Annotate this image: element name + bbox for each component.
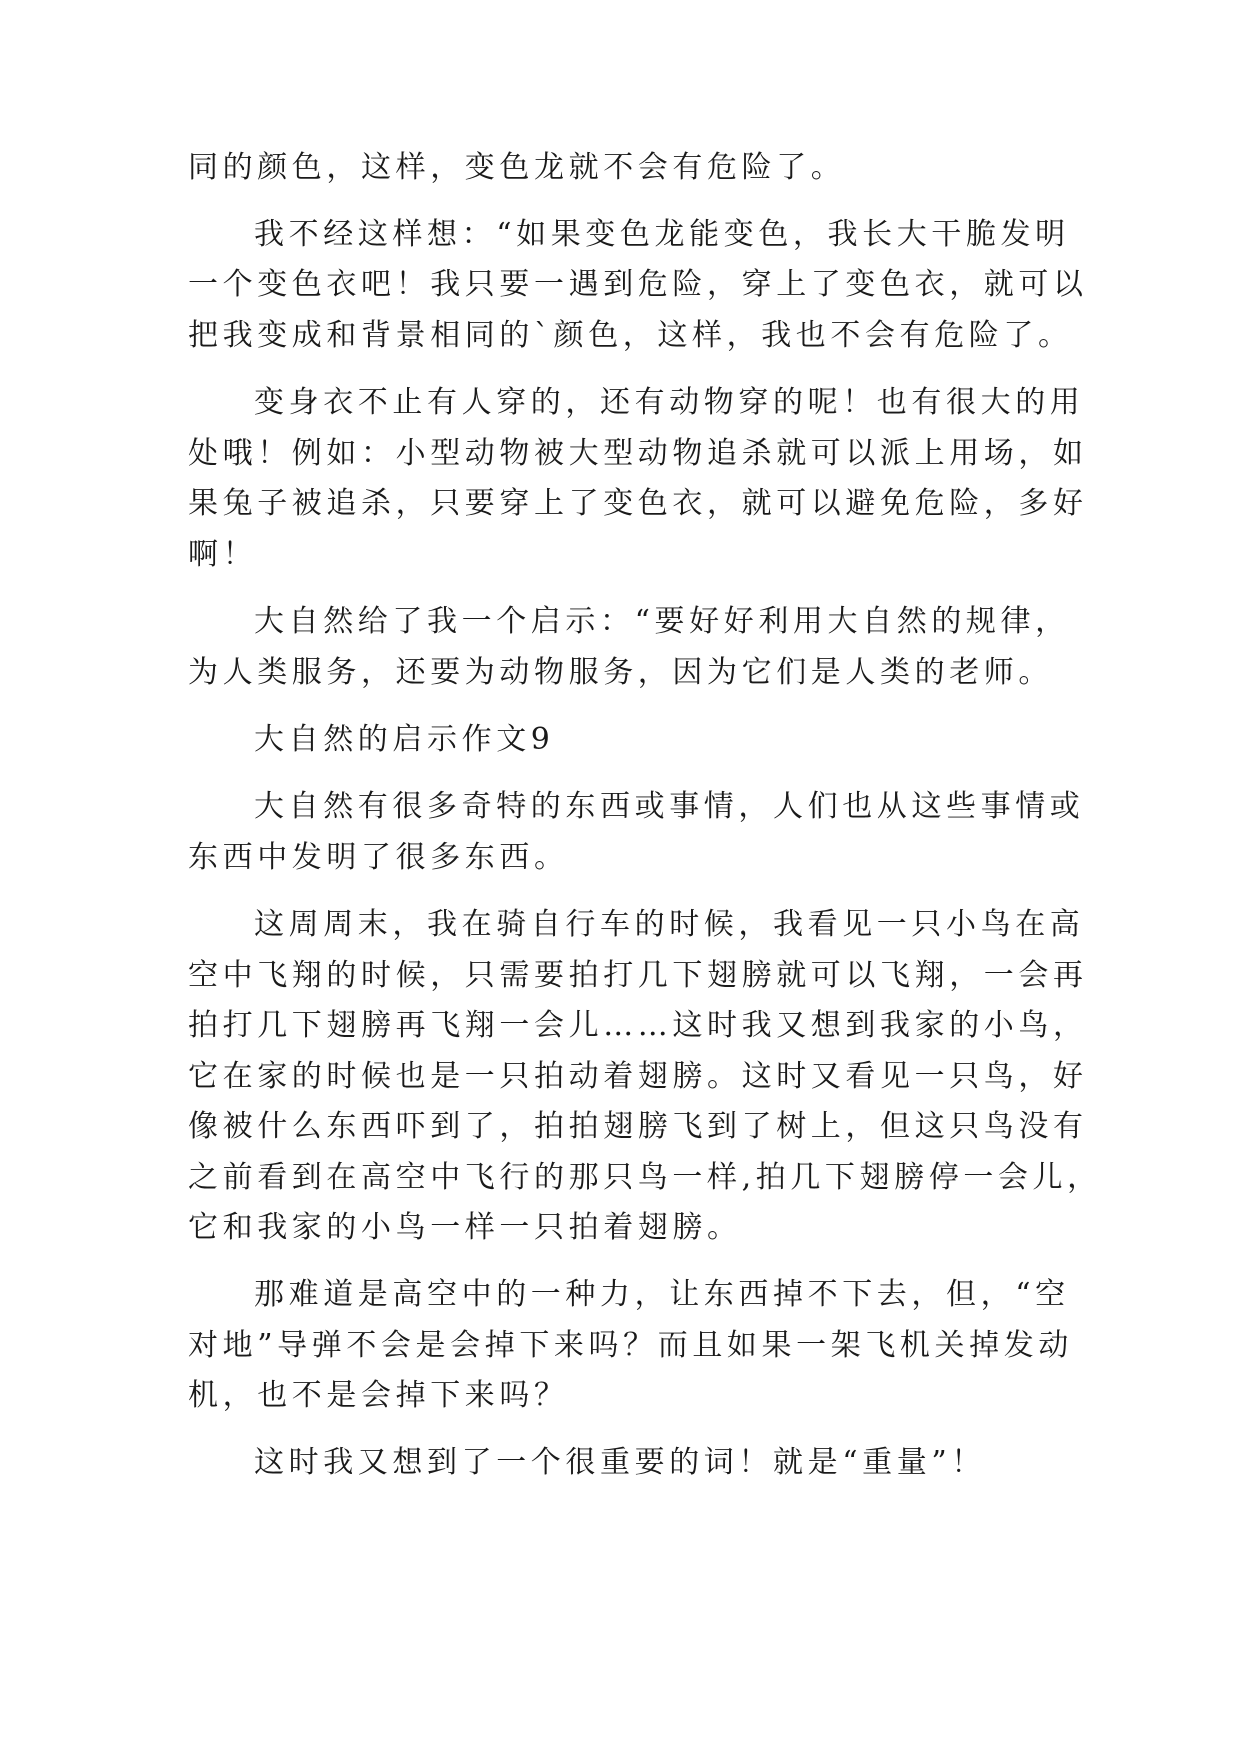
paragraph-start-line: 那难道是高空中的一种力，让东西掉不下去，但，“空: [254, 1277, 1070, 1312]
text-line: 一个变色衣吧！我只要一遇到危险，穿上了变色衣，就可以: [188, 267, 1088, 302]
paragraph-start-line: 这时我又想到了一个很重要的词！就是“重量”！: [254, 1445, 986, 1480]
text-line: 同的颜色，这样，变色龙就不会有危险了。: [188, 150, 846, 185]
text-line: 它在家的时候也是一只拍动着翅膀。这时又看见一只鸟，好: [188, 1059, 1088, 1094]
text-line: 像被什么东西吓到了，拍拍翅膀飞到了树上，但这只鸟没有: [188, 1109, 1088, 1144]
text-line: 之前看到在高空中飞行的那只鸟一样,拍几下翅膀停一会儿，: [188, 1160, 1102, 1195]
text-line: 机，也不是会掉下来吗？: [188, 1378, 569, 1413]
text-line: 对地”导弹不会是会掉下来吗？而且如果一架飞机关掉发动: [188, 1328, 1073, 1363]
text-line: 为人类服务，还要为动物服务，因为它们是人类的老师。: [188, 655, 1053, 690]
paragraph-start-line: 大自然有很多奇特的东西或事情，人们也从这些事情或: [254, 789, 1085, 824]
paragraph-start-line: 变身衣不止有人穿的，还有动物穿的呢！也有很大的用: [254, 385, 1085, 420]
text-line: 东西中发明了很多东西。: [188, 840, 569, 875]
text-line: 处哦！例如：小型动物被大型动物追杀就可以派上用场，如: [188, 436, 1088, 471]
paragraph-start-line: 大自然给了我一个启示：“要好好利用大自然的规律，: [254, 604, 1070, 639]
text-line: 把我变成和背景相同的`颜色，这样，我也不会有危险了。: [188, 318, 1073, 353]
paragraph-start-line: 我不经这样想：“如果变色龙能变色，我长大干脆发明: [254, 217, 1070, 252]
text-line: 它和我家的小鸟一样一只拍着翅膀。: [188, 1210, 742, 1245]
text-line: 拍打几下翅膀再飞翔一会儿……这时我又想到我家的小鸟，: [188, 1008, 1088, 1043]
paragraph-start-line: 这周周末，我在骑自行车的时候，我看见一只小鸟在高: [254, 907, 1085, 942]
text-line: 啊！: [188, 537, 258, 572]
text-line: 果兔子被追杀，只要穿上了变色衣，就可以避免危险，多好: [188, 486, 1088, 521]
text-line: 空中飞翔的时候，只需要拍打几下翅膀就可以飞翔，一会再: [188, 958, 1088, 993]
section-heading: 大自然的启示作文9: [254, 722, 555, 757]
